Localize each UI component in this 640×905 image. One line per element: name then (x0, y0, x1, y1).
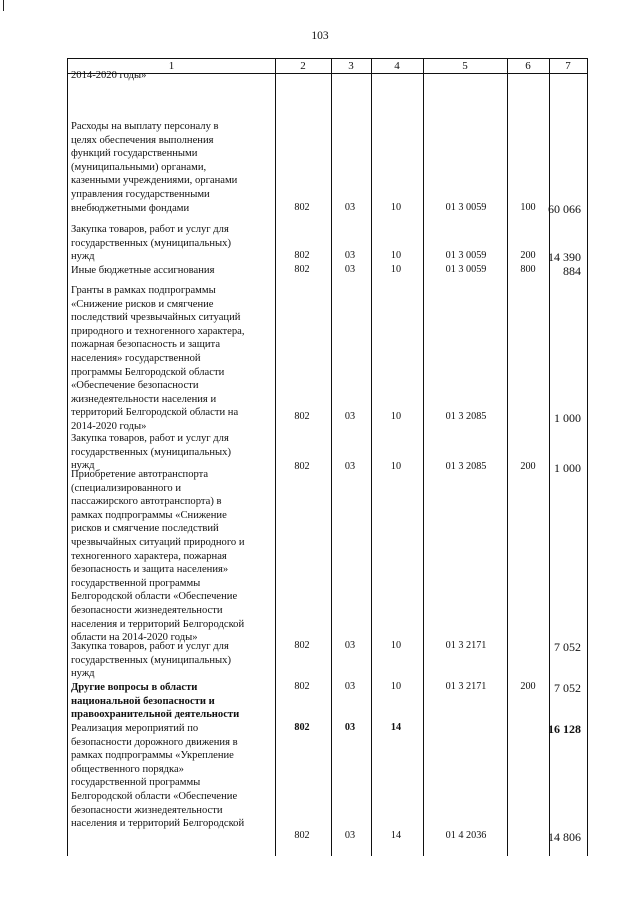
description-line: 2014-2020 годы» (71, 70, 147, 81)
code-section-cell: 03 (344, 250, 356, 261)
code-expense-type-cell: 200 (520, 461, 536, 472)
column-divider (371, 59, 372, 856)
description-line: (специализированного и (71, 482, 182, 494)
code-subsection-cell: 10 (390, 411, 402, 422)
description-line: рамках подпрограммы «Укрепление (71, 750, 234, 762)
code-section-cell: 03 (344, 202, 356, 213)
description-line: программы Белгородской области (71, 366, 225, 378)
description-line: управления государственными (71, 188, 210, 200)
code-subsection-cell: 10 (390, 250, 402, 261)
code-ministry-cell: 802 (294, 681, 310, 692)
row-description (71, 264, 269, 278)
code-subsection-cell: 10 (390, 461, 402, 472)
description-line: населения» государственной (71, 352, 201, 364)
description-line: 2014-2020 годы» (71, 420, 147, 432)
code-expense-type-cell: 800 (520, 264, 536, 275)
page-number: 103 (311, 30, 329, 42)
column-header-6: 6 (525, 60, 531, 72)
code-subsection-cell: 14 (390, 830, 402, 841)
description-line: функций государственными (71, 148, 198, 160)
code-section-cell: 03 (344, 461, 356, 472)
code-subsection-cell: 10 (390, 264, 402, 275)
description-line: территорий Белгородской области на (71, 407, 239, 419)
description-line: Реализация мероприятий по (71, 723, 199, 734)
description-line: безопасность и защита населения» (71, 564, 229, 576)
code-subsection-cell: 10 (390, 681, 402, 692)
amount-cell: 16 128 (548, 722, 581, 736)
code-section-cell: 03 (344, 681, 356, 692)
amount-cell: 7 052 (554, 681, 581, 695)
budget-table (67, 58, 588, 856)
row-description (71, 640, 269, 681)
code-section-cell: 03 (344, 411, 356, 422)
description-line: Расходы на выплату персоналу в (71, 121, 219, 132)
description-line: Закупка товаров, работ и услуг для (71, 641, 229, 652)
code-target-cell: 01 3 2171 (445, 681, 487, 692)
amount-cell: 7 052 (554, 640, 581, 654)
column-divider (275, 59, 276, 856)
code-ministry-cell: 802 (294, 722, 310, 733)
code-target-cell: 01 3 0059 (445, 202, 487, 213)
description-line: «Снижение рисков и смягчение (71, 298, 214, 310)
description-line: последствий чрезвычайных ситуаций (71, 312, 241, 324)
description-line: безопасности жизнедеятельности (71, 804, 223, 816)
description-line: пожарная безопасность и защита (71, 339, 221, 351)
description-line: населения и территорий Белгородской (71, 818, 245, 830)
code-subsection-cell: 14 (390, 722, 402, 733)
description-line: общественного порядка» (71, 763, 184, 775)
column-divider (587, 59, 588, 856)
description-line: пассажирского автотранспорта) в (71, 496, 222, 508)
code-expense-type-cell: 100 (520, 202, 536, 213)
code-section-cell: 03 (344, 722, 356, 733)
code-target-cell: 01 3 0059 (445, 264, 487, 275)
amount-cell: 14 390 (548, 250, 581, 264)
column-header-4: 4 (394, 60, 400, 72)
amount-cell: 884 (563, 264, 581, 278)
code-ministry-cell: 802 (294, 640, 310, 651)
row-description (71, 432, 269, 473)
description-line: целях обеспечения выполнения (71, 134, 214, 146)
code-section-cell: 03 (344, 640, 356, 651)
row-description (71, 722, 269, 831)
description-line: жизнедеятельности населения и (71, 393, 217, 405)
description-line: государственных (муниципальных) (71, 237, 231, 249)
row-description (71, 681, 269, 722)
code-target-cell: 01 4 2036 (445, 830, 487, 841)
column-divider (507, 59, 508, 856)
description-line: государственных (муниципальных) (71, 654, 231, 666)
row-description (71, 120, 269, 215)
code-ministry-cell: 802 (294, 411, 310, 422)
description-line: нужд (71, 668, 95, 680)
description-line: государственных (муниципальных) (71, 446, 231, 458)
column-header-3: 3 (348, 60, 354, 72)
amount-cell: 1 000 (554, 411, 581, 425)
code-section-cell: 03 (344, 264, 356, 275)
column-header-7: 7 (565, 60, 571, 72)
description-line: рисков и смягчение последствий (71, 523, 219, 535)
description-line: безопасности дорожного движения в (71, 736, 238, 748)
scan-edge-mark (3, 0, 4, 11)
description-line: области на 2014-2020 годы» (71, 632, 198, 644)
code-ministry-cell: 802 (294, 202, 310, 213)
code-target-cell: 01 3 2171 (445, 640, 487, 651)
description-line: населения и территорий Белгородской (71, 618, 245, 630)
description-line: национальной безопасности и (71, 695, 215, 707)
code-ministry-cell: 802 (294, 264, 310, 275)
amount-cell: 14 806 (548, 830, 581, 844)
description-line: Приобретение автотранспорта (71, 469, 209, 480)
code-target-cell: 01 3 0059 (445, 250, 487, 261)
description-line: Белгородской области «Обеспечение (71, 790, 238, 802)
amount-cell: 60 066 (548, 202, 581, 216)
description-line: казенными учреждениями, органами (71, 175, 238, 187)
description-line: Другие вопросы в области (71, 682, 198, 693)
description-line: правоохранительной деятельности (71, 709, 240, 721)
row-description (71, 69, 269, 83)
column-header-1: 1 (168, 60, 175, 72)
description-line: (муниципальными) органами, (71, 161, 207, 173)
row-description (71, 284, 269, 434)
row-description (71, 468, 269, 645)
description-line: нужд (71, 460, 95, 472)
description-line: чрезвычайных ситуаций природного и (71, 536, 245, 548)
code-subsection-cell: 10 (390, 640, 402, 651)
description-line: Белгородской области «Обеспечение (71, 591, 238, 603)
code-subsection-cell: 10 (390, 202, 402, 213)
description-line: рамках подпрограммы «Снижение (71, 509, 227, 521)
description-line: внебюджетными фондами (71, 202, 190, 214)
column-header-2: 2 (300, 60, 306, 72)
description-line: государственной программы (71, 577, 201, 589)
description-line: безопасности жизнедеятельности (71, 604, 223, 616)
description-line: Гранты в рамках подпрограммы (71, 285, 216, 296)
code-expense-type-cell: 200 (520, 681, 536, 692)
row-description (71, 223, 269, 264)
description-line: нужд (71, 251, 95, 263)
description-line: природного и техногенного характера, (71, 325, 245, 337)
code-section-cell: 03 (344, 830, 356, 841)
amount-cell: 1 000 (554, 461, 581, 475)
code-target-cell: 01 3 2085 (445, 411, 487, 422)
description-line: государственной программы (71, 777, 201, 789)
description-line: Закупка товаров, работ и услуг для (71, 224, 229, 235)
code-ministry-cell: 802 (294, 250, 310, 261)
code-target-cell: 01 3 2085 (445, 461, 487, 472)
code-ministry-cell: 802 (294, 830, 310, 841)
code-expense-type-cell: 200 (520, 250, 536, 261)
column-divider (331, 59, 332, 856)
description-line: Закупка товаров, работ и услуг для (71, 433, 229, 444)
code-ministry-cell: 802 (294, 461, 310, 472)
column-header-5: 5 (462, 60, 468, 72)
description-line: техногенного характера, пожарная (71, 550, 227, 562)
column-divider (423, 59, 424, 856)
description-line: «Обеспечение безопасности (71, 380, 199, 392)
description-line: Иные бюджетные ассигнования (71, 265, 215, 276)
